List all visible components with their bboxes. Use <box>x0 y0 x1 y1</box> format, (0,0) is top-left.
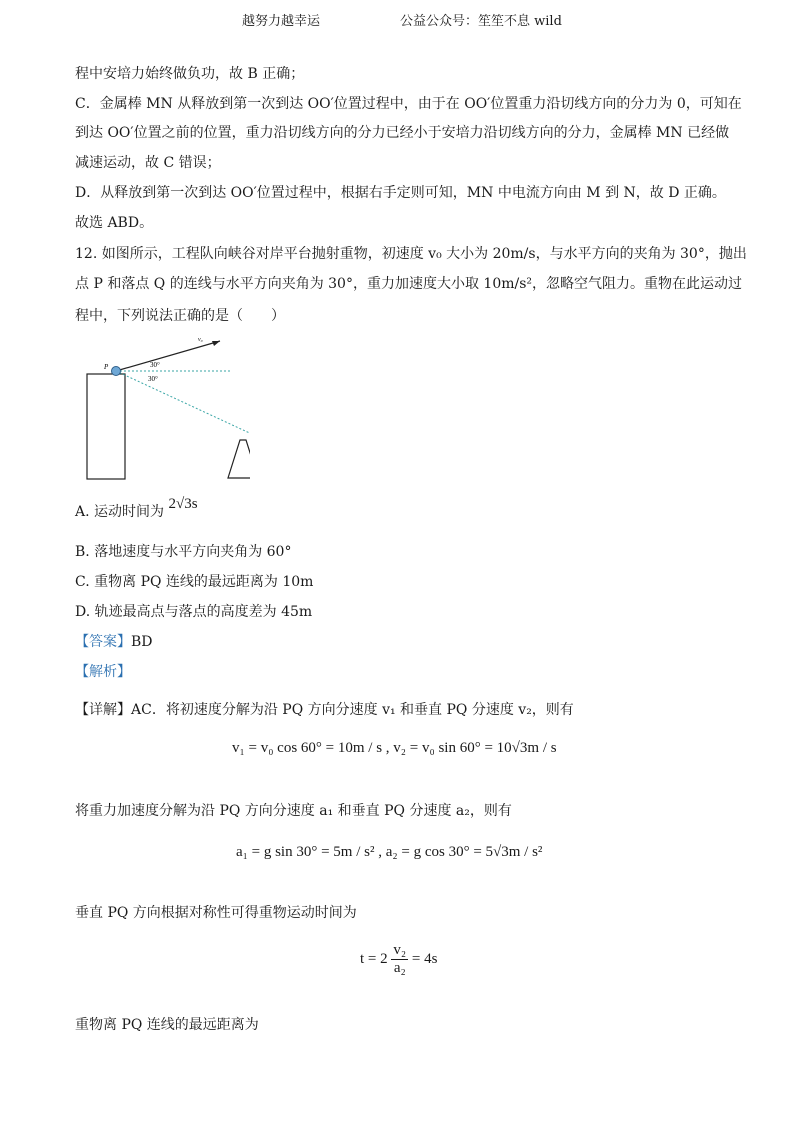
header-right: 公益公众号：笙笙不息 wild <box>400 14 562 29</box>
answer-value: BD <box>131 634 153 650</box>
label-angle1: 30° <box>150 361 160 369</box>
answer-tag: 【答案】 <box>75 634 131 650</box>
answer-line <box>75 632 153 652</box>
detail-line: 重物离 PQ 连线的最远距离为 <box>75 1017 259 1033</box>
text-line: 程中安培力始终做负功，故 B 正确； <box>75 66 305 82</box>
question-line: 程中，下列说法正确的是（ ） <box>75 308 285 324</box>
ball-icon <box>112 367 121 376</box>
label-angle2: 30° <box>148 375 158 383</box>
equation-2: a₁ = g sin 30° = 5m / s² , a₂ = g cos 30° = 5√3m / s² <box>236 844 543 860</box>
option-b: B. 落地速度与水平方向夹角为 60° <box>75 544 292 560</box>
eq3-denominator: a₂ <box>393 960 406 976</box>
header-left: 越努力越幸运 <box>242 14 321 29</box>
equation-1: v₁ = v₀ cos 60° = 10m / s , v₂ = v₀ sin 60° = 10√3m / s <box>232 740 557 756</box>
equation-3 <box>360 942 437 977</box>
label-v0: v₀ <box>198 337 203 343</box>
text-line: 故选 ABD。 <box>75 215 154 231</box>
eq3-numerator: v₂ <box>393 942 407 958</box>
arrow-head <box>212 341 220 346</box>
detail-line: 【详解】AC．将初速度分解为沿 PQ 方向分速度 v₁ 和垂直 PQ 分速度 v₂，则有 <box>75 702 574 718</box>
cliff-rect <box>87 374 125 479</box>
option-a-text: A. 运动时间为 <box>75 504 165 520</box>
question-line: 点 P 和落点 Q 的连线与水平方向夹角为 30°，重力加速度大小取 10m/s²，忽略空气阻力。重物在此运动过 <box>75 276 743 292</box>
eq3-right: = 4s <box>411 950 438 967</box>
option-a <box>75 496 198 522</box>
platform-shape <box>228 440 250 478</box>
text-line: D．从释放到第一次到达 OO′位置过程中，根据右手定则可知，MN 中电流方向由 M 到 N，故 D 正确。 <box>75 185 726 201</box>
analysis-tag: 【解析】 <box>75 664 131 680</box>
option-c: C. 重物离 PQ 连线的最远距离为 10m <box>75 574 314 590</box>
detail-line: 将重力加速度分解为沿 PQ 方向分速度 a₁ 和垂直 PQ 分速度 a₂，则有 <box>75 803 512 819</box>
eq3-fraction <box>391 942 408 977</box>
text-line: 到达 OO′位置之前的位置，重力沿切线方向的分力已经小于安培力沿切线方向的分力，金属棒 MN 已经做 <box>75 125 730 141</box>
pq-line <box>116 371 250 436</box>
question-line: 12. 如图所示，工程队向峡谷对岸平台抛射重物，初速度 v₀ 大小为 20m/s，与水平方向的夹角为 30°，抛出 <box>75 246 747 262</box>
option-d: D. 轨迹最高点与落点的高度差为 45m <box>75 604 313 620</box>
text-line: 减速运动，故 C 错误； <box>75 155 221 171</box>
option-a-value: 2√3s <box>168 496 198 512</box>
detail-line: 垂直 PQ 方向根据对称性可得重物运动时间为 <box>75 905 357 921</box>
projectile-figure <box>80 328 250 484</box>
velocity-arrow <box>116 341 220 371</box>
text-line: C．金属棒 MN 从释放到第一次到达 OO′位置过程中，由于在 OO′位置重力沿切线方向的分力为 0，可知在 <box>75 96 742 112</box>
eq3-left: t = 2 <box>360 950 388 967</box>
label-p: P <box>104 363 109 371</box>
